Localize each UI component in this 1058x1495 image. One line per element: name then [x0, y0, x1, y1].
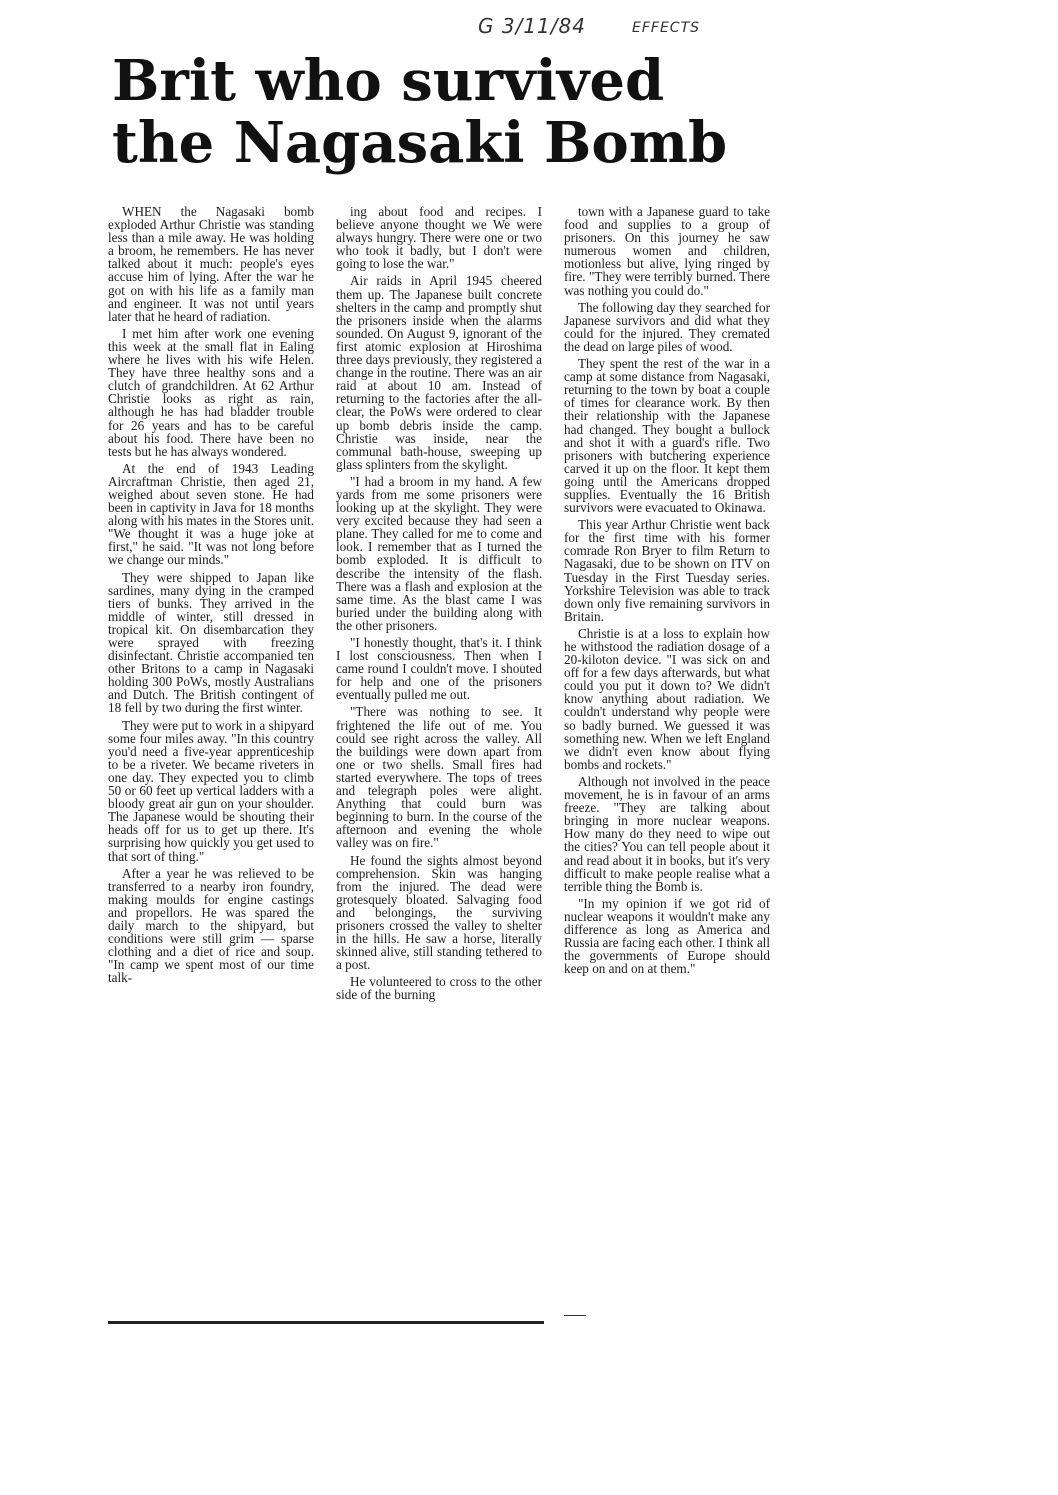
- article-column-2: [336, 205, 542, 1006]
- paragraph: I met him after work one evening this week at the small flat in Ealing where he lives with his wife Helen. They have three healthy sons and a clutch of grandchildren. At 62 Arthur Christie looks as right as rain, although he has had bladder trouble for 26 years and has to be careful about his food. There have been no tests but he has always wondered.: [108, 325, 314, 459]
- paragraph: They were put to work in a shipyard some four miles away. "In this country you'd need a five-year apprenticeship to be a riveter. We became riveters in one day. They expected you to climb 50 or 60 feet up vertical ladders with a bloody great air gun on your shoulder. The Japanese would be shouting their heads off for us to get up there. It's surprising how quickly you get used to that sort of thing.": [108, 717, 314, 864]
- paragraph: They spent the rest of the war in a camp at some distance from Nagasaki, returning to the town by boat a couple of times for clearance work. By then their relationship with the Japanese had changed. They bought a bullock and shot it with a guard's rifle. Two prisoners with butchering experience carved it up on the floor. It kept them going until the Americans dropped supplies. Eventually the 16 British survivors were evacuated to Okinawa.: [564, 356, 770, 516]
- paragraph: This year Arthur Christie went back for the first time with his former comrade Ron Bryer to film Return to Nagasaki, due to be shown on ITV on Tuesday in the First Tuesday series. Yorkshire Television was able to track down only five remaining survivors in Britain.: [564, 517, 770, 624]
- article-column-1: [108, 205, 314, 988]
- headline-line-2: the Nagasaki Bomb: [112, 110, 728, 176]
- paragraph: "There was nothing to see. It frightened the life out of me. You could see right across the valley. All the buildings were down apart from one or two shells. Small fires had started everywhere. The tops of trees and telegraph poles were alight. Anything that could burn was beginning to burn. In the course of the afternoon and evening the whole valley was on fire.": [336, 704, 542, 851]
- paragraph: The following day they searched for Japanese survivors and did what they could for the injured. They cremated the dead on large piles of wood.: [564, 299, 770, 354]
- paragraph: At the end of 1943 Leading Aircraftman Christie, then aged 21, weighed about seven stone. He had been in captivity in Java for 18 months along with his mates in the Stores unit. "We thought it was a huge joke at first," he said. "It was not long before we change our minds.": [108, 460, 314, 568]
- paragraph: Air raids in April 1945 cheered them up. The Japanese built concrete shelters in the camp and promptly shut the prisoners inside when the alarms sounded. On August 9, ignorant of the first atomic explosion at Hiroshima three days previously, they registered a change in the routine. There was an air raid at about 10 am. Instead of returning to the factories after the all-clear, the PoWs were ordered to clear up bomb debris inside the camp. Christie was inside, near the communal bath-house, sweeping up glass splinters from the skylight.: [336, 273, 542, 472]
- paragraph: He volunteered to cross to the other side of the burning: [336, 974, 542, 1003]
- paragraph: Christie is at a loss to explain how he withstood the radiation dosage of a 20-kiloton device. "I was sick on and off for a few days afterwards, but what could you put it down to? We didn't know anything about radiation. We couldn't understand why people were so badly burned. We guessed it was something new. When we left England we didn't even know about flying bombs and rockets.": [564, 625, 770, 772]
- paragraph: He found the sights almost beyond comprehension. Skin was hanging from the injured. The dead were grotesquely bloated. Salvaging food and belongings, the surviving prisoners crossed the valley to shelter in the hills. He saw a horse, literally skinned alive, still standing tethered to a post.: [336, 852, 542, 973]
- paragraph: "I had a broom in my hand. A few yards from me some prisoners were looking up at the skylight. They were very excited because they had seen a plane. They called for me to come and look. I remember that as I turned the bomb exploded. It is difficult to describe the intensity of the flash. There was a flash and explosion at the same time. As the blast came I was buried under the building along with the other prisoners.: [336, 473, 542, 633]
- article-end-mark: [564, 1315, 586, 1316]
- paragraph: town with a Japanese guard to take food and supplies to a group of prisoners. On this journey he saw numerous women and children, motionless but alive, lying ringed by fire. "They were terribly burned. There was nothing you could do.": [564, 204, 770, 298]
- handwritten-tag: EFFECTS: [632, 20, 701, 36]
- paragraph: They were shipped to Japan like sardines, many dying in the cramped tiers of bunks. They arrived in the middle of winter, still dressed in tropical kit. On disembarcation they were sprayed with freezing disinfectant. Christie accompanied ten other Britons to a camp in Nagasaki holding 300 PoWs, mostly Australians and Dutch. The British contingent of 18 fell by two during the first winter.: [108, 569, 314, 716]
- paragraph: "In my opinion if we got rid of nuclear weapons it wouldn't make any difference as long as America and Russia are facing each other. I think all the governments of Europe should keep on and on at them.": [564, 895, 770, 977]
- paragraph: "I honestly thought, that's it. I think I lost consciousness. Then when I came round I couldn't move. I shouted for help and one of the prisoners eventually pulled me out.: [336, 635, 542, 703]
- column-end-rule: [108, 1321, 544, 1324]
- handwritten-date: G 3/11/84: [478, 14, 586, 38]
- article-column-3: [564, 205, 770, 979]
- paragraph: Although not involved in the peace movement, he is in favour of an arms freeze. "They are talking about bringing in more nuclear weapons. How many do they need to wipe out the cities? You can tell people about it and read about it in books, but it's very difficult to make people realise what a terrible thing the Bomb is.: [564, 773, 770, 894]
- headline-line-1: Brit who survived: [112, 48, 665, 114]
- article-headline: [112, 50, 792, 174]
- paragraph: WHEN the Nagasaki bomb exploded Arthur Christie was standing less than a mile away. He was holding a broom, he remembers. He has never talked about it much: people's eyes accuse him of lying. After the war he got on with his life as a family man and engineer. It was not until years later that he heard of radiation.: [108, 204, 314, 324]
- paragraph: After a year he was relieved to be transferred to a nearby iron foundry, making moulds for engine castings and propellors. He was spared the daily march to the shipyard, but conditions were still grim — sparse clothing and a diet of rice and soup. "In camp we spent most of our time talk-: [108, 865, 314, 986]
- paragraph: ing about food and recipes. I believe anyone thought we We were always hungry. There were one or two who took it badly, but I don't were going to lose the war.": [336, 204, 542, 272]
